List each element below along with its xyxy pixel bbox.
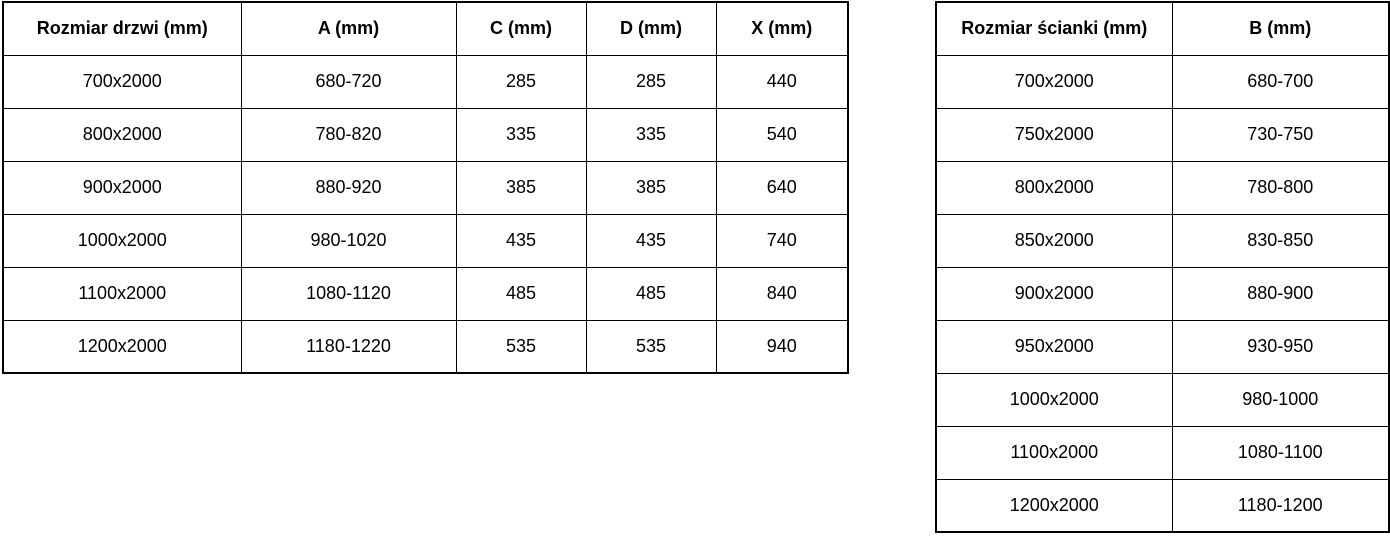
table-cell: 880-900 — [1172, 267, 1389, 320]
door-table-header-row — [3, 2, 848, 55]
table-cell: 830-850 — [1172, 214, 1389, 267]
table-cell: 1180-1200 — [1172, 479, 1389, 532]
column-header-rozmiar-drzwi: Rozmiar drzwi (mm) — [3, 2, 241, 55]
wall-table-header-row — [936, 2, 1389, 55]
table-row — [936, 161, 1389, 214]
table-cell: 800x2000 — [3, 108, 241, 161]
table-cell: 1100x2000 — [936, 426, 1172, 479]
table-row — [936, 479, 1389, 532]
table-cell: 1080-1120 — [241, 267, 456, 320]
table-cell: 930-950 — [1172, 320, 1389, 373]
table-cell: 780-800 — [1172, 161, 1389, 214]
table-cell: 980-1020 — [241, 214, 456, 267]
table-cell: 680-700 — [1172, 55, 1389, 108]
table-cell: 1200x2000 — [3, 320, 241, 373]
table-cell: 435 — [456, 214, 586, 267]
table-cell: 1100x2000 — [3, 267, 241, 320]
table-row — [3, 108, 848, 161]
wall-size-table — [935, 1, 1390, 533]
table-cell: 285 — [456, 55, 586, 108]
column-header-rozmiar-scianki: Rozmiar ścianki (mm) — [936, 2, 1172, 55]
table-cell: 900x2000 — [3, 161, 241, 214]
column-header-c: C (mm) — [456, 2, 586, 55]
table-cell: 385 — [586, 161, 716, 214]
table-cell: 880-920 — [241, 161, 456, 214]
table-row — [936, 373, 1389, 426]
table-row — [936, 267, 1389, 320]
table-row — [3, 55, 848, 108]
door-size-table — [2, 1, 849, 374]
table-cell: 900x2000 — [936, 267, 1172, 320]
table-cell: 540 — [716, 108, 848, 161]
table-row — [3, 267, 848, 320]
table-cell: 285 — [586, 55, 716, 108]
table-row — [936, 426, 1389, 479]
table-cell: 535 — [456, 320, 586, 373]
table-cell: 800x2000 — [936, 161, 1172, 214]
table-cell: 435 — [586, 214, 716, 267]
table-row — [3, 320, 848, 373]
column-header-d: D (mm) — [586, 2, 716, 55]
table-cell: 740 — [716, 214, 848, 267]
table-row — [936, 108, 1389, 161]
table-cell: 485 — [586, 267, 716, 320]
table-cell: 780-820 — [241, 108, 456, 161]
column-header-x: X (mm) — [716, 2, 848, 55]
table-cell: 730-750 — [1172, 108, 1389, 161]
table-cell: 750x2000 — [936, 108, 1172, 161]
table-cell: 335 — [586, 108, 716, 161]
table-cell: 1200x2000 — [936, 479, 1172, 532]
table-cell: 940 — [716, 320, 848, 373]
table-cell: 840 — [716, 267, 848, 320]
table-cell: 440 — [716, 55, 848, 108]
table-cell: 1000x2000 — [936, 373, 1172, 426]
table-cell: 335 — [456, 108, 586, 161]
table-cell: 385 — [456, 161, 586, 214]
table-row — [936, 214, 1389, 267]
table-cell: 1000x2000 — [3, 214, 241, 267]
table-cell: 850x2000 — [936, 214, 1172, 267]
table-cell: 950x2000 — [936, 320, 1172, 373]
table-cell: 1080-1100 — [1172, 426, 1389, 479]
column-header-b: B (mm) — [1172, 2, 1389, 55]
table-cell: 700x2000 — [3, 55, 241, 108]
table-cell: 485 — [456, 267, 586, 320]
table-cell: 680-720 — [241, 55, 456, 108]
table-cell: 535 — [586, 320, 716, 373]
column-header-a: A (mm) — [241, 2, 456, 55]
table-cell: 980-1000 — [1172, 373, 1389, 426]
table-row — [3, 214, 848, 267]
table-cell: 1180-1220 — [241, 320, 456, 373]
table-row — [936, 55, 1389, 108]
table-row — [936, 320, 1389, 373]
table-row — [3, 161, 848, 214]
table-cell: 640 — [716, 161, 848, 214]
table-cell: 700x2000 — [936, 55, 1172, 108]
